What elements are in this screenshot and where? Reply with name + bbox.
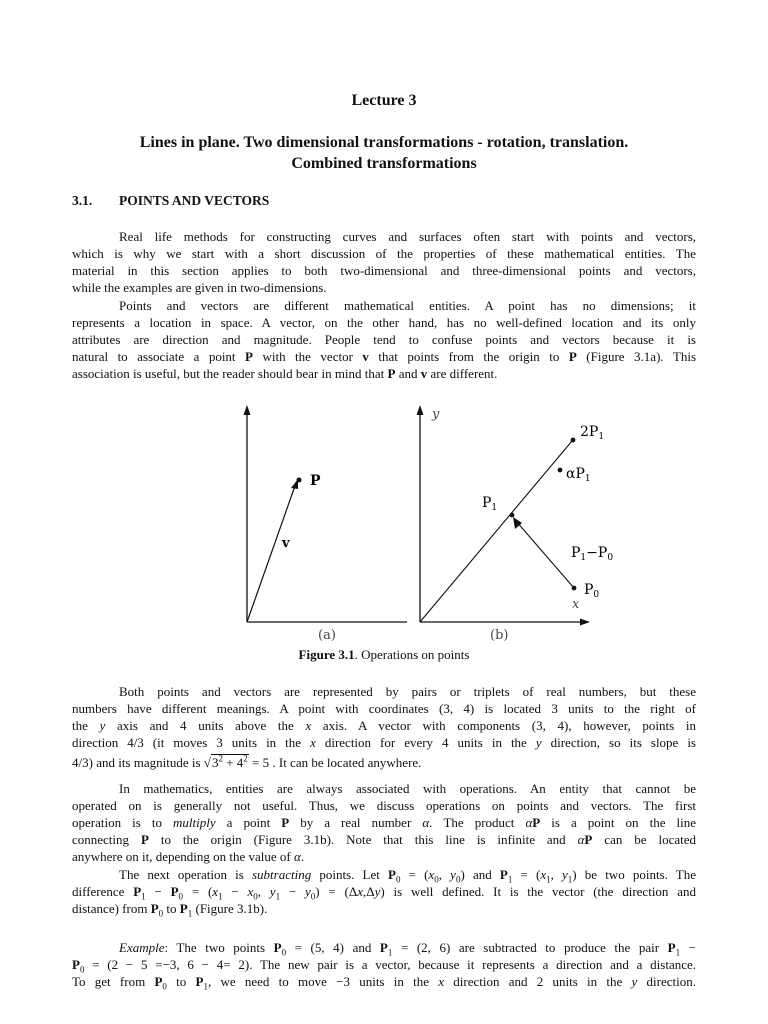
- paragraph-points-vectors: Points and vectors are different mathematical entities. A point has no dimensions; it represents a location in space. A vector, on the other hand, has no well-defined location and its only attributes are direction and magnitude. People tend to confuse points and vectors because it is natural to associate a point P with the vector v that points from the origin to P (Figure 3.1a). This association is useful, but the reader should bear in mind that P and v are different.: [72, 298, 697, 381]
- label-2P1: $2P_1$: [580, 424, 605, 442]
- paragraph-intro: Real life methods for constructing curves and surfaces often start with points and vectors, which is why we start with a short discussion of the properties of these mathematical entities. The material in this section applies to both two-dimensional and three-dimensional points and vectors, while the examples are given in two-dimensions.: [72, 229, 696, 295]
- document-page: [72, 0, 696, 1024]
- point-2P1: [571, 438, 576, 443]
- paragraph-subtracting: The next operation is subtracting points. Let $P_0 = (x_0$, $y_0$) and $P_1 = (x_1$, $y_1$) be two points. The difference $P_1 - P_0 = (x_1 - x_0$, $y_1 - y_0) = (\Delta x,\Delta y)$ is well defined. It is the vector (the direction and distance) from $P_0$ to $P_1$ (Figure 3.1b).: [72, 867, 697, 919]
- figure-3-1: [232, 400, 614, 645]
- line-through-P1: [420, 441, 572, 622]
- label-P1: $P_1$: [482, 495, 498, 513]
- section-heading: [72, 193, 269, 209]
- panel-b-label: (b): [490, 628, 509, 643]
- label-v: v: [282, 536, 290, 551]
- paragraph-operations: In mathematics, entities are always associated with operations. An entity that cannot be operated on is generally not useful. Thus, we discuss operations on points and vectors. The first operation is to multiply a point P by a real number α. The product αP is a point on the line connecting P to the origin (Figure 3.1b). Note that this line is infinite and αP can be located anywhere on it, depending on the value of α.: [72, 781, 696, 864]
- label-P: P: [310, 473, 321, 489]
- section-title: POINTS AND VECTORS: [119, 193, 270, 208]
- panel-a-label: (a): [318, 628, 336, 643]
- section-number: 3.1.: [72, 193, 93, 208]
- vector-P1-P0: [516, 521, 574, 588]
- label-aP1: $\alpha P_1$: [566, 466, 591, 484]
- title-line-1: Lines in plane. Two dimensional transformations - rotation, translation.: [139, 134, 629, 151]
- paragraph-representation: Both points and vectors are represented by pairs or triplets of real numbers, but these numbers have different meanings. A point with coordinates (3, 4) is located 3 units to the right of the y axis and 4 units above the x axis. A vector with components (3, 4), however, points in direction 4/3 (it moves 3 units in the x direction for every 4 units in the y direction, so its slope is 4/3) and its magnitude is $√3^2 + 4^2 = 5$ . It can be located anywhere.: [72, 684, 696, 770]
- lecture-heading: Lecture 3: [351, 92, 417, 109]
- label-x: x: [572, 597, 580, 612]
- page-title: [72, 132, 696, 174]
- title-line-2: Combined transformations: [291, 155, 477, 172]
- label-y: y: [432, 407, 440, 422]
- label-P0: $P_0$: [584, 582, 600, 600]
- point-P: [297, 478, 302, 483]
- arrowhead-x-b: [580, 619, 590, 626]
- paragraph-example: Example: The two points $P_0 = (5$, 4) and $P_1 = (2$, 6) are subtracted to produce the pair $P_1$ − $P_0 = (2 - 5 =-3$, 6 − 4= 2). The new pair is a vector, because it represents a direction and a distance. To get from $P_0$ to $P_1$, we need to move −3 units in the x direction and 2 units in the y direction.: [72, 940, 696, 992]
- label-P1-minus-P0: $P_1-P_0$: [571, 545, 614, 563]
- arrowhead-y-a: [244, 405, 251, 415]
- vector-v: [247, 483, 296, 622]
- point-P1: [510, 513, 515, 518]
- arrowhead-y-b: [417, 405, 424, 415]
- point-aP1: [558, 468, 563, 473]
- figure-caption: Figure 3.1. Operations on points: [298, 647, 470, 662]
